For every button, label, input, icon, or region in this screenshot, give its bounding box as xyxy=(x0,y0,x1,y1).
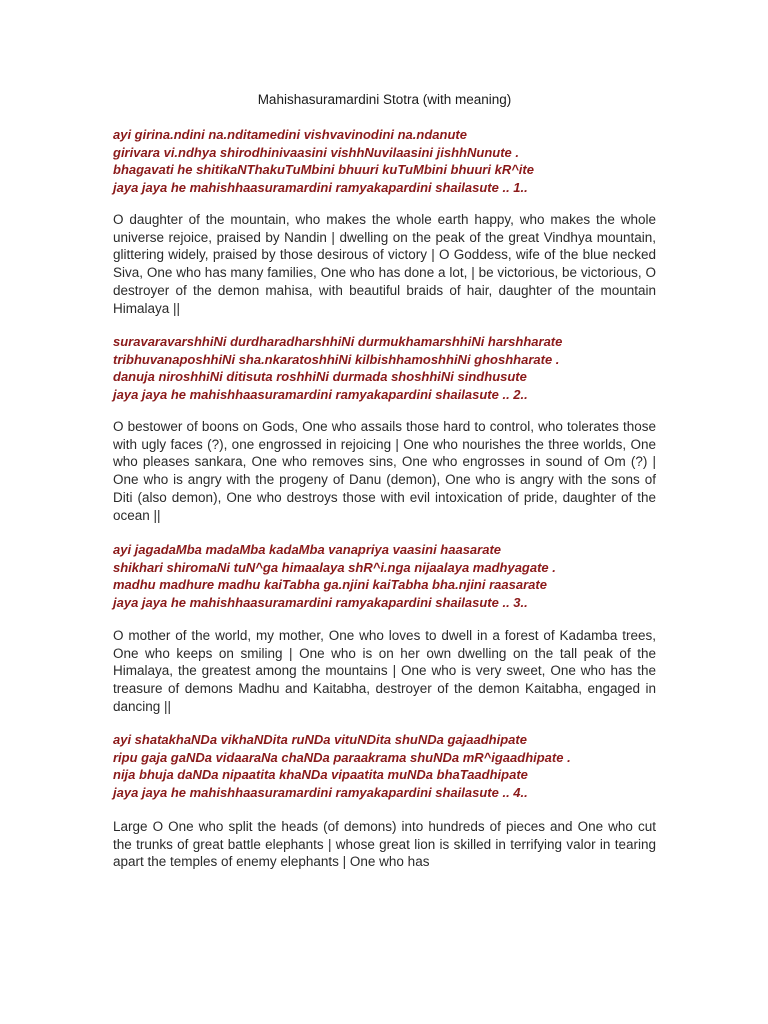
verse-line: ripu gaja gaNDa vidaaraNa chaNDa paraakrama shuNDa mR^igaadhipate . xyxy=(113,749,571,765)
verse-line: ayi girina.ndini na.nditamedini vishvavinodini na.ndanute xyxy=(113,127,467,142)
verse-1-sanskrit xyxy=(113,126,656,196)
verse-line: ayi shatakhaNDa vikhaNDita ruNDa vituNDita shuNDa gajaadhipate xyxy=(113,732,527,747)
verse-line: jaya jaya he mahishhaasuramardini ramyakapardini shailasute .. 2.. xyxy=(113,386,528,402)
page-title: Mahishasuramardini Stotra (with meaning) xyxy=(257,92,512,107)
verse-line: suravaravarshhiNi durdharadharshhiNi durmukhamarshhiNi harshharate xyxy=(113,334,563,349)
verse-2-sanskrit xyxy=(113,333,656,403)
verse-line: tribhuvanaposhhiNi sha.nkaratoshhiNi kilbishhamoshhiNi ghoshharate . xyxy=(113,351,560,367)
verse-3-sanskrit xyxy=(113,541,656,611)
verse-line: jaya jaya he mahishhaasuramardini ramyakapardini shailasute .. 3.. xyxy=(113,594,528,610)
verse-line: girivara vi.ndhya shirodhinivaasini vishhNuvilaasini jishhNunute . xyxy=(113,144,519,160)
verse-4-meaning: Large O One who split the heads (of demons) into hundreds of pieces and One who cut the trunks of great battle elephants | whose great lion is skilled in terrifying valor in tearing apart the temples of enemy elephants | One who has xyxy=(113,819,656,870)
verse-line: nija bhuja daNDa nipaatita khaNDa vipaatita muNDa bhaTaadhipate xyxy=(113,767,528,782)
verse-2-meaning: O bestower of boons on Gods, One who assails those hard to control, who tolerates those with ugly faces (?), one engrossed in rejoicing | One who nourishes the three worlds, One who pleases sankara, One who removes sins, One who engrosses in sound of Om (?) | One who is angry with the progeny of Danu (demon), One who is angry with the sons of Diti (also demon), One who destroys those with evil intoxication of pride, daughter of the ocean || xyxy=(113,419,656,523)
verse-line: danuja niroshhiNi ditisuta roshhiNi durmada shoshhiNi sindhusute xyxy=(113,369,527,384)
verse-line: jaya jaya he mahishhaasuramardini ramyakapardini shailasute .. 1.. xyxy=(113,179,528,195)
verse-3-meaning: O mother of the world, my mother, One who loves to dwell in a forest of Kadamba trees, One who keeps on smiling | One who is on her own dwelling on the tall peak of the Himalaya, the greatest among the mountains | One who is very sweet, One who has the treasure of demons Madhu and Kaitabha, destroyer of the demon Kaitabha, engaged in dancing || xyxy=(113,628,656,714)
verse-line: shikhari shiromaNi tuN^ga himaalaya shR^i.nga nijaalaya madhyagate . xyxy=(113,559,556,575)
verse-line: madhu madhure madhu kaiTabha ga.njini kaiTabha bha.njini raasarate xyxy=(113,577,547,592)
verse-4-sanskrit xyxy=(113,731,656,801)
verse-1-meaning: O daughter of the mountain, who makes the whole earth happy, who makes the whole universe rejoice, praised by Nandin | dwelling on the peak of the great Vindhya mountain, glittering widely, praised by those desirous of victory | O Goddess, wife of the blue necked Siva, One who has many families, One who has done a lot, | be victorious, be victorious, O destroyer of the demon mahisa, with beautiful braids of hair, daughter of the mountain Himalaya || xyxy=(113,212,656,316)
verse-line: bhagavati he shitikaNThakuTuMbini bhuuri kuTuMbini bhuuri kR^ite xyxy=(113,162,534,177)
verse-line: jaya jaya he mahishhaasuramardini ramyakapardini shailasute .. 4.. xyxy=(113,784,528,800)
verse-line: ayi jagadaMba madaMba kadaMba vanapriya vaasini haasarate xyxy=(113,542,502,557)
